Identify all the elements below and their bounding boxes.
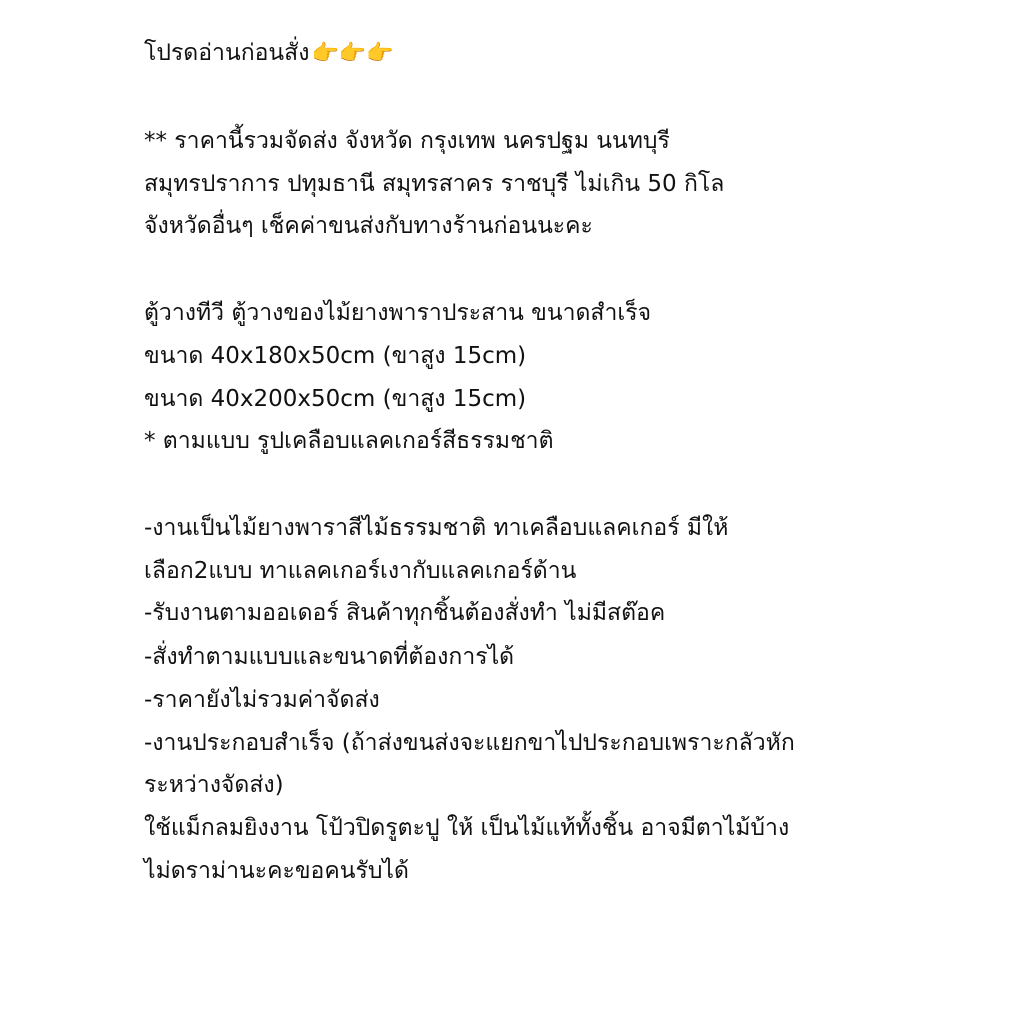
- shipping-line-1: ** ราคานี้รวมจัดส่ง จังหวัด กรุงเทพ นครปฐม นนทบุรี: [144, 128, 670, 154]
- product-title: ตู้วางทีวี ตู้วางของไม้ยางพาราประสาน ขนาดสำเร็จ: [144, 300, 652, 326]
- detail-line-7: ระหว่างจัดส่ง): [144, 772, 284, 798]
- detail-line-4: -สั่งทำตามแบบและขนาดที่ต้องการได้: [144, 644, 515, 670]
- pointing-hand-icon: 👉👉👉: [311, 41, 394, 66]
- header-text: โปรดอ่านก่อนสั่ง: [144, 40, 310, 66]
- shipping-line-2: สมุทรปราการ ปทุมธานี สมุทรสาคร ราชบุรี ไม่เกิน 50 กิโล: [144, 171, 725, 197]
- header-line: [144, 38, 394, 69]
- shipping-line-3: จังหวัดอื่นๆ เช็คค่าขนส่งกับทางร้านก่อนนะคะ: [144, 213, 593, 239]
- detail-line-3: -รับงานตามออเดอร์ สินค้าทุกชิ้นต้องสั่งทำ ไม่มีสต๊อค: [144, 600, 666, 626]
- detail-line-6: -งานประกอบสำเร็จ (ถ้าส่งขนส่งจะแยกขาไปประกอบเพราะกลัวหัก: [144, 730, 795, 756]
- detail-line-2: เลือก2แบบ ทาแลคเกอร์เงากับแลคเกอร์ด้าน: [144, 558, 577, 584]
- detail-line-1: -งานเป็นไม้ยางพาราสีไม้ธรรมชาติ ทาเคลือบแลคเกอร์ มีให้: [144, 515, 729, 541]
- product-size-1: ขนาด 40x180x50cm (ขาสูง 15cm): [144, 343, 527, 369]
- detail-line-5: -ราคายังไม่รวมค่าจัดส่ง: [144, 687, 380, 713]
- detail-line-8: ใช้แม็กลมยิงงาน โป้วปิดรูตะปู ให้ เป็นไม้แท้ทั้งชิ้น อาจมีตาไม้บ้าง: [144, 815, 790, 841]
- product-size-2: ขนาด 40x200x50cm (ขาสูง 15cm): [144, 386, 527, 412]
- detail-line-9: ไม่ดราม่านะคะขอคนรับได้: [144, 858, 409, 884]
- product-note: * ตามแบบ รูปเคลือบแลคเกอร์สีธรรมชาติ: [144, 428, 554, 454]
